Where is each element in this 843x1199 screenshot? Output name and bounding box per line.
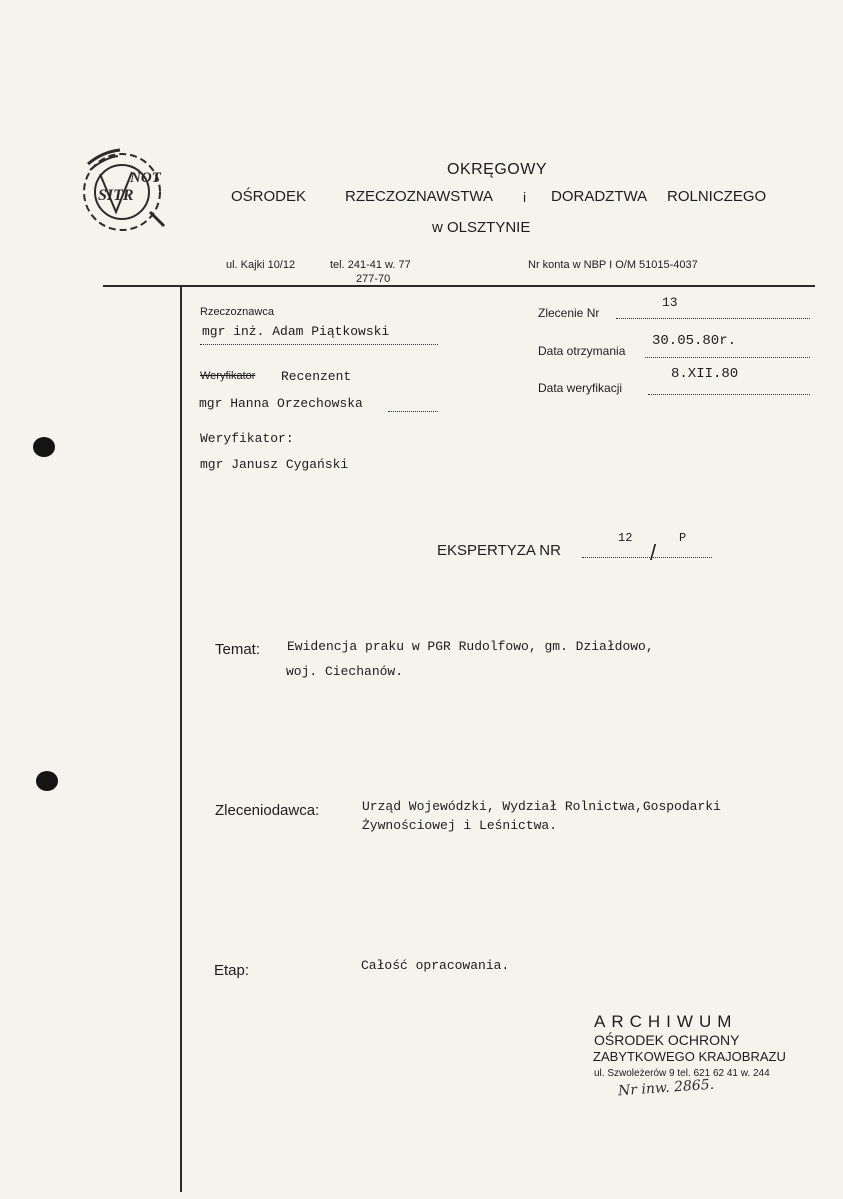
client-line-2: Żywnościowej i Leśnictwa. [362,818,558,833]
phone-2: 277-70 [356,273,391,285]
header-line-1: OKRĘGOWY [447,161,548,178]
stamp-archive: ARCHIWUM [594,1012,738,1031]
received-line [645,357,810,358]
topic-label: Temat: [215,641,261,658]
expert-name-line [200,344,438,345]
address: ul. Kajki 10/12 [226,259,296,271]
bank-account: Nr konta w NBP I O/M 51015-4037 [528,259,698,271]
verified-label: Data weryfikacji [538,381,623,395]
header-line-2e: ROLNICZEGO [667,188,767,205]
stage-value: Całość opracowania. [361,958,510,973]
received-value: 30.05.80r. [652,333,737,349]
header-line-2d: DORADZTWA [551,188,648,205]
reviewer-name: mgr Hanna Orzechowska [199,396,363,411]
order-value: 13 [662,295,678,310]
expertise-separator: / [650,540,657,565]
sitr-logo [72,142,176,240]
expert-name: mgr inż. Adam Piątkowski [202,324,390,339]
order-line [616,318,810,319]
reviewer-name-line [388,411,438,412]
header-line-2a: OŚRODEK [231,188,307,205]
expertise-number-line [582,557,712,558]
verifier-name: mgr Janusz Cygański [200,457,349,472]
stamp-line-2: OŚRODEK OCHRONY [594,1032,740,1048]
expertise-label: EKSPERTYZA NR [437,542,561,559]
verifier-label: Weryfikator: [200,431,294,446]
verified-line [648,394,810,395]
reviewer-label: Recenzent [281,369,352,384]
phone-1: tel. 241-41 w. 77 [330,259,411,271]
stage-label: Etap: [214,962,250,979]
punch-hole-top [33,437,55,457]
expert-label: Rzeczoznawca [200,306,274,318]
received-label: Data otrzymania [538,344,626,358]
topic-line-2: woj. Ciechanów. [286,664,404,679]
header-line-3: w OLSZTYNIE [432,219,531,236]
expertise-suffix: P [679,531,687,545]
expertise-number: 12 [618,531,633,545]
verified-value: 8.XII.80 [671,366,739,382]
punch-hole-bottom [36,771,58,791]
order-label: Zlecenie Nr [538,306,600,320]
logo-text-sitr: SITR [98,187,134,204]
left-margin-rule [180,287,182,1192]
stamp-line-4: ul. Szwoleżerów 9 tel. 621 62 41 w. 244 [594,1068,770,1079]
header-line-2c: i [523,189,527,205]
client-line-1: Urząd Wojewódzki, Wydział Rolnictwa,Gospodarki [362,799,721,814]
stamp-line-3: ZABYTKOWEGO KRAJOBRAZU [593,1049,786,1064]
client-label: Zleceniodawca: [215,802,320,819]
reviewer-label-overstrike: Weryfikator [200,370,256,382]
stamp-inventory-handwritten: Nr inw. 2865. [617,1076,715,1100]
logo-text-not: NOT [130,170,161,186]
topic-line-1: Ewidencja praku w PGR Rudolfowo, gm. Działdowo, [287,639,654,654]
header-line-2b: RZECZOZNAWSTWA [345,188,494,205]
header-rule [103,285,815,287]
